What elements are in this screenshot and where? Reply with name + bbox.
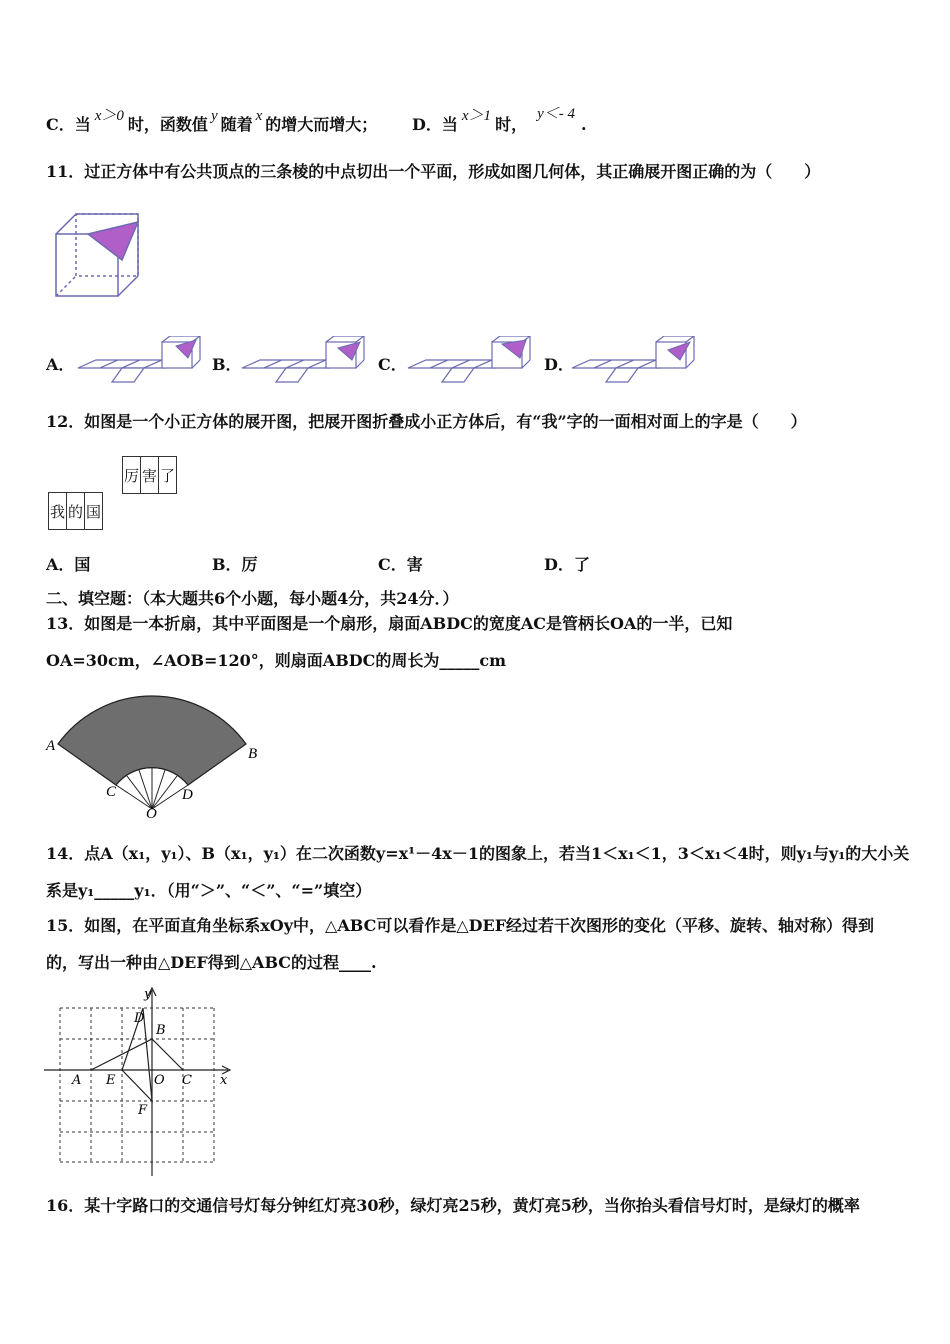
q15-line1: 15．如图，在平面直角坐标系xOy中，△ABC可以看作是△DEF经过若干次图形的变化（平移、旋转、轴对称）得到 xyxy=(46,916,875,935)
q15-coordinate-figure xyxy=(40,984,240,1178)
label-C: C xyxy=(182,1073,192,1088)
net-cell: 国 xyxy=(85,493,103,530)
net-cell: 的 xyxy=(67,493,85,530)
net-cell: 了 xyxy=(159,457,177,494)
label-E: E xyxy=(106,1073,116,1088)
q11-net-b xyxy=(238,336,368,386)
q10-c-condition: x＞0 xyxy=(94,108,124,124)
q16-text: 16．某十字路口的交通信号灯每分钟红灯亮30秒，绿灯亮25秒，黄灯亮5秒，当你抬头看信号灯时，是绿灯的概率 xyxy=(46,1196,860,1215)
net-cell: 我 xyxy=(49,493,67,530)
section-heading: 二、填空题：（本大题共6个小题，每小题4分，共24分．） xyxy=(46,589,459,608)
q12-option-a[interactable]: A．国 xyxy=(46,555,91,574)
q11-option-c[interactable]: C． xyxy=(378,355,407,374)
q14-line2: 系是y₁_____y₁．（用“＞”、“＜”、“=”填空） xyxy=(46,881,372,900)
q12-option-d[interactable]: D．了 xyxy=(544,555,590,574)
q12-option-c[interactable]: C．害 xyxy=(378,555,423,574)
label-D: D xyxy=(134,1011,145,1026)
label-B: B xyxy=(156,1023,166,1038)
label-B: B xyxy=(248,746,258,762)
label-C: C xyxy=(106,784,117,800)
q11-option-b[interactable]: B． xyxy=(212,355,242,374)
q13-fan-figure xyxy=(42,690,264,822)
label-O: O xyxy=(146,806,157,822)
axis-y-label: y xyxy=(144,987,152,1002)
q10-option-d: D．当 x＞1 时，y＜- 4. xyxy=(412,106,587,134)
q14-line1: 14．点A（x₁，y₁）、B（x₁，y₁）在二次函数y=x¹－4x－1的图象上，若当1＜x₁＜1，3＜x₁＜4时，则y₁与y₁的大小关 xyxy=(46,844,910,863)
label-A: A xyxy=(46,738,56,754)
q11-net-d xyxy=(568,336,698,386)
q10-d-value: y＜- 4 xyxy=(537,106,575,122)
q10-option-c: C．当 x＞0 时，函数值 y 随着 x 的增大而增大； xyxy=(46,108,378,134)
q15-line2: 的，写出一种由△DEF得到△ABC的过程____. xyxy=(46,953,377,972)
q10-d-condition: x＞1 xyxy=(461,108,492,124)
net-cell: 害 xyxy=(141,457,159,494)
label-O: O xyxy=(154,1073,165,1088)
q13-line2: OA=30cm，∠AOB=120°，则扇面ABDC的周长为_____cm xyxy=(46,651,507,670)
q12-text: 12．如图是一个小正方体的展开图，把展开图折叠成小正方体后，有“我”字的一面相对面上的字是（ ） xyxy=(46,412,807,431)
net-cell: 厉 xyxy=(123,457,141,494)
label-D: D xyxy=(182,787,193,803)
axis-x-label: x xyxy=(220,1073,228,1088)
q11-net-c xyxy=(404,336,534,386)
q11-net-a xyxy=(74,336,204,386)
q11-option-a[interactable]: A． xyxy=(46,355,75,374)
q11-text: 11．过正方体中有公共顶点的三条棱的中点切出一个平面，形成如图几何体，其正确展开图正确的为（ ） xyxy=(46,162,821,181)
q11-cut-cube-figure xyxy=(50,208,145,303)
q11-option-d[interactable]: D． xyxy=(544,355,574,374)
q12-option-b[interactable]: B．厉 xyxy=(212,555,258,574)
label-A: A xyxy=(72,1073,82,1088)
label-F: F xyxy=(138,1103,148,1118)
q13-line1: 13．如图是一本折扇，其中平面图是一个扇形，扇面ABDC的宽度AC是管柄长OA的一半，已知 xyxy=(46,614,733,633)
